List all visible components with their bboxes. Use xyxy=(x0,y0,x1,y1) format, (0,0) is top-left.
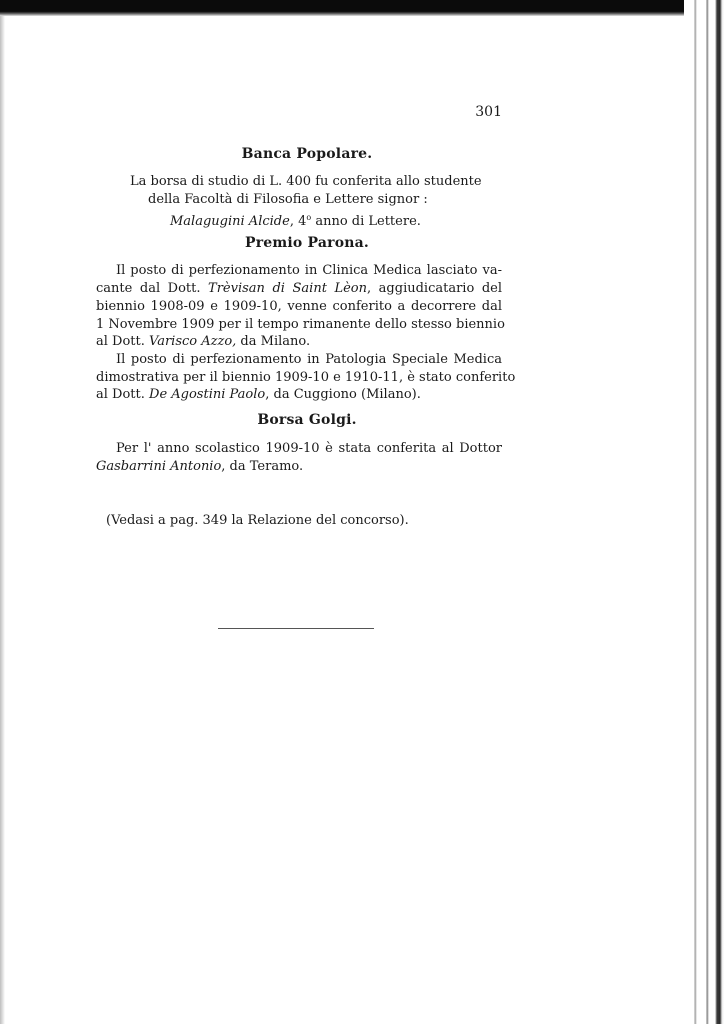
banca-line-2: della Facoltà di Filosofia e Lettere signor : xyxy=(148,192,428,207)
banca-line-3: Malagugini Alcide, 4$^o$ anno di Lettere. xyxy=(170,213,421,229)
parona-line-7: dimostrativa per il biennio 1909-10 e 1910-11, è stato conferito xyxy=(96,370,516,385)
golgi-line-1: Per l' anno scolastico 1909-10 è stata conferita al Dottor xyxy=(116,441,502,456)
parona-line-1: Il posto di perfezionamento in Clinica Medica lasciato va- xyxy=(116,263,502,278)
heading-borsa-golgi: Borsa Golgi. xyxy=(257,412,357,428)
parona-name-deagostini: De Agostini Paolo xyxy=(149,387,266,402)
parona-line-5: al Dott. Varisco Azzo, da Milano. xyxy=(96,334,311,349)
heading-banca-popolare: Banca Popolare. xyxy=(241,146,373,162)
golgi-line-2: Gasbarrini Antonio, da Teramo. xyxy=(96,459,304,474)
parona-line-8: al Dott. De Agostini Paolo, da Cuggiono (Milano). xyxy=(96,387,421,402)
parona-name-trevisan: Trèvisan di Saint Lèon xyxy=(208,281,367,296)
parona-line-2: cante dal Dott. Trèvisan di Saint Lèon, aggiudicatario del xyxy=(96,281,503,296)
golgi-name-gasbarrini: Gasbarrini Antonio xyxy=(96,459,222,474)
scan-edge-top xyxy=(0,0,724,16)
scan-edge-left xyxy=(0,16,5,1024)
scan-edge-right xyxy=(684,0,724,1024)
parona-line-6: Il posto di perfezionamento in Patologia Speciale Medica xyxy=(116,352,502,367)
parona-line-3: biennio 1908-09 e 1909-10, venne conferito a decorrere dal xyxy=(96,299,502,314)
parona-line-4: 1 Novembre 1909 per il tempo rimanente dello stesso biennio xyxy=(96,317,505,332)
footnote-reference: (Vedasi a pag. 349 la Relazione del concorso). xyxy=(106,513,409,528)
banca-line-1: La borsa di studio di L. 400 fu conferita allo studente xyxy=(130,174,482,189)
horizontal-rule xyxy=(218,628,374,629)
heading-premio-parona: Premio Parona. xyxy=(244,235,369,251)
page-number: 301 xyxy=(475,104,502,120)
parona-name-varisco: Varisco Azzo, xyxy=(149,334,237,349)
banca-student-name: Malagugini Alcide xyxy=(170,214,290,229)
